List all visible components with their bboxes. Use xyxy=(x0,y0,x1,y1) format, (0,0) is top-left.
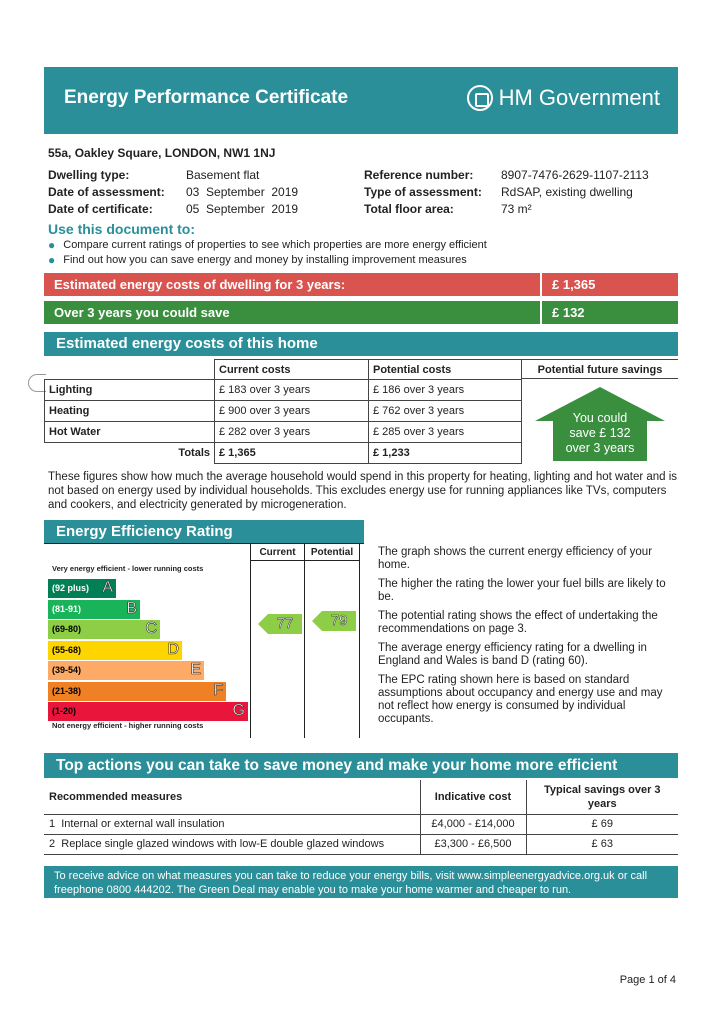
save-bar-value: £ 132 xyxy=(540,301,678,324)
measure-cell: 2 Replace single glazed windows with low-E double glazed windows xyxy=(44,834,420,854)
cost-bar xyxy=(44,273,678,296)
use-title: Use this document to: xyxy=(48,221,196,237)
header-banner xyxy=(44,67,678,134)
page-number: Page 1 of 4 xyxy=(619,974,676,986)
row-label: Heating xyxy=(45,401,215,422)
table-row xyxy=(45,422,522,443)
assessment-type-value: RdSAP, existing dwelling xyxy=(501,185,633,199)
dwelling-type-label: Dwelling type: xyxy=(48,168,130,182)
rating-paragraph: The EPC rating shown here is based on standard assumptions about occupancy and energy use and may not reflect how energy is consumed by individual occupants. xyxy=(378,674,663,725)
rating-bottom-label: Not energy efficient - higher running costs xyxy=(52,721,204,730)
actions-heading: Top actions you can take to save money and make your home more efficient xyxy=(44,753,678,778)
potential-column xyxy=(305,544,360,738)
certificate-date-label: Date of certificate: xyxy=(48,202,153,216)
row-label: Lighting xyxy=(45,380,215,401)
savings-col: Typical savings over 3 years xyxy=(526,780,678,814)
assessment-date-label: Date of assessment: xyxy=(48,185,165,199)
reference-label: Reference number: xyxy=(364,168,474,182)
band-letter: B xyxy=(126,599,137,617)
current-rating-value: 77 xyxy=(276,615,294,632)
costs-table xyxy=(44,359,522,464)
row-current: £ 900 over 3 years xyxy=(215,401,369,422)
measure-cell: 1 Internal or external wall insulation xyxy=(44,814,420,834)
row-label: Hot Water xyxy=(45,422,215,443)
saving-cell: £ 69 xyxy=(526,814,678,834)
costs-col-current: Current costs xyxy=(215,360,369,380)
costs-header-row xyxy=(45,360,522,380)
gov-name: HM Government xyxy=(498,85,660,110)
band-letter: A xyxy=(102,579,113,596)
band-range: (1-20) xyxy=(52,706,77,716)
use-item: ● Find out how you can save energy and money by installing improvement measures xyxy=(48,253,467,267)
dwelling-type-value: Basement flat xyxy=(186,168,260,182)
totals-row xyxy=(45,443,522,464)
costs-header-empty xyxy=(45,360,215,380)
rating-paragraph: The potential rating shows the effect of undertaking the recommendations on page 3. xyxy=(378,610,658,635)
table-row xyxy=(45,401,522,422)
assessment-date-value: 03 September 2019 xyxy=(186,185,299,199)
cost-bar-value: £ 1,365 xyxy=(540,273,678,296)
band-range: (92 plus) xyxy=(52,583,90,593)
band-b xyxy=(48,600,140,619)
cost-cell: £4,000 - £14,000 xyxy=(420,814,526,834)
actions-header-row xyxy=(44,780,678,814)
row-current: £ 282 over 3 years xyxy=(215,422,369,443)
rating-heading: Energy Efficiency Rating xyxy=(44,520,364,544)
gov-logo xyxy=(467,85,660,111)
row-potential: £ 285 over 3 years xyxy=(369,422,522,443)
cost-cell: £3,300 - £6,500 xyxy=(420,834,526,854)
details-right xyxy=(364,168,649,219)
row-potential: £ 762 over 3 years xyxy=(369,401,522,422)
saving-cell: £ 63 xyxy=(526,834,678,854)
totals-label: Totals xyxy=(45,443,215,464)
band-range: (55-68) xyxy=(52,644,82,655)
band-a xyxy=(48,579,116,598)
save-bar xyxy=(44,301,678,324)
current-column xyxy=(250,544,305,738)
band-range: (39-54) xyxy=(52,665,82,675)
page-title: Energy Performance Certificate xyxy=(64,87,349,108)
costs-col-potential: Potential costs xyxy=(369,360,522,380)
floor-area-label: Total floor area: xyxy=(364,202,454,216)
band-letter: D xyxy=(167,640,179,658)
use-item: ● Compare current ratings of properties to see which properties are more energy efficient xyxy=(48,238,487,252)
costs-note: These figures show how much the average household would spend in this property for heating, lighting and hot water and is not based on energy used by individual households. This excludes energy use for running appliances like TVs, computers and cookers, and electricity generated by microgeneration. xyxy=(48,471,678,511)
band-g xyxy=(48,702,248,721)
reference-value: 8907-7476-2629-1107-2113 xyxy=(501,168,649,182)
save-bar-label: Over 3 years you could save xyxy=(44,301,540,324)
band-letter: F xyxy=(213,681,223,699)
band-letter: C xyxy=(145,620,157,637)
table-row xyxy=(45,380,522,401)
row-potential: £ 186 over 3 years xyxy=(369,380,522,401)
rating-explanation xyxy=(378,546,678,732)
cost-col: Indicative cost xyxy=(420,780,526,814)
band-d xyxy=(48,641,182,660)
certificate-date-value: 05 September 2019 xyxy=(186,202,299,216)
savings-house-text: You could save £ 132 over 3 years xyxy=(565,411,635,455)
assessment-type-label: Type of assessment: xyxy=(364,185,482,199)
property-address: 55a, Oakley Square, LONDON, NW1 1NJ xyxy=(48,146,276,160)
measures-col: Recommended measures xyxy=(44,780,420,814)
total-current: £ 1,365 xyxy=(215,443,369,464)
bullet-icon: ● xyxy=(48,238,56,252)
band-c xyxy=(48,620,160,639)
future-savings-header: Potential future savings xyxy=(522,359,678,379)
crest-icon xyxy=(467,85,493,111)
actions-table xyxy=(44,780,678,855)
potential-col-label: Potential xyxy=(305,544,359,561)
table-row xyxy=(44,834,678,854)
band-f xyxy=(48,682,226,701)
rating-chart xyxy=(44,543,364,738)
potential-rating-value: 79 xyxy=(330,612,348,629)
band-range: (81-91) xyxy=(52,603,82,614)
table-row xyxy=(44,814,678,834)
rating-paragraph: The graph shows the current energy efficiency of your home. xyxy=(378,546,653,571)
cost-bar-label: Estimated energy costs of dwelling for 3 years: xyxy=(44,273,540,296)
band-letter: E xyxy=(190,661,201,678)
band-range: (21-38) xyxy=(52,685,82,696)
details-left xyxy=(48,168,298,219)
bullet-icon: ● xyxy=(48,253,56,267)
footer-advice: To receive advice on what measures you can take to reduce your energy bills, visit www.simpleenergyadvice.org.uk or call freephone 0800 444202. The Green Deal may enable you to make your home warmer and cheaper to run. xyxy=(44,866,678,898)
current-col-label: Current xyxy=(251,544,304,561)
band-letter: G xyxy=(232,702,245,719)
rating-top-label: Very energy efficient - lower running costs xyxy=(52,564,204,573)
total-potential: £ 1,233 xyxy=(369,443,522,464)
band-range: (69-80) xyxy=(52,624,82,634)
row-current: £ 183 over 3 years xyxy=(215,380,369,401)
rating-paragraph: The higher the rating the lower your fuel bills are likely to be. xyxy=(378,578,666,603)
rating-paragraph: The average energy efficiency rating for a dwelling in England and Wales is band D (rating 60). xyxy=(378,642,647,667)
band-e xyxy=(48,661,204,680)
use-list xyxy=(48,239,487,269)
floor-area-value: 73 m² xyxy=(501,202,532,216)
costs-heading: Estimated energy costs of this home xyxy=(44,332,678,356)
